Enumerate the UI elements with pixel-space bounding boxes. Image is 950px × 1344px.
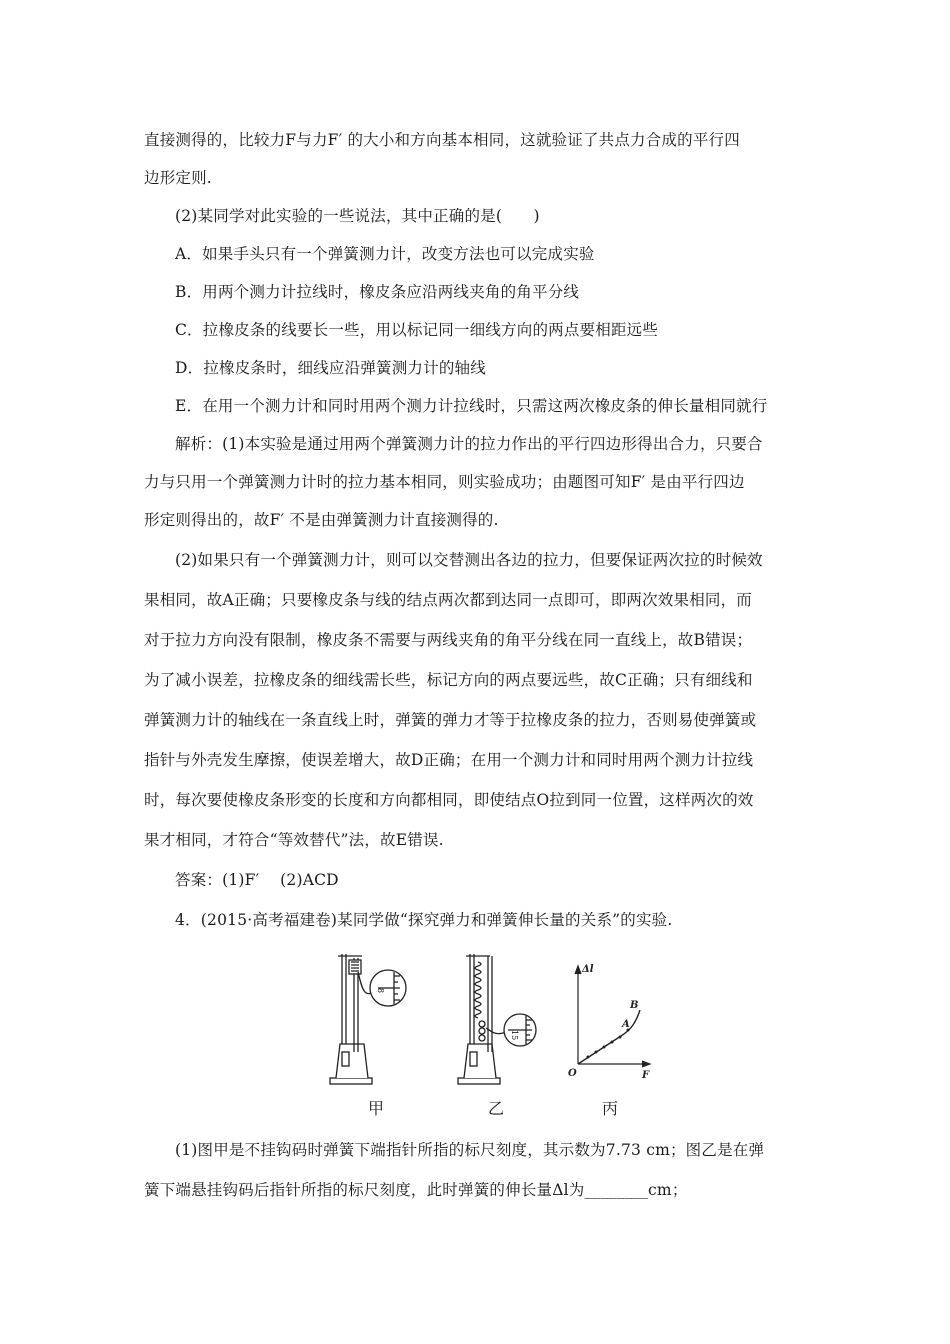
solution-line-7: 为了减小误差，拉橡皮条的细线需长些，标记方向的两点要远些，故C正确；只有细线和 xyxy=(144,671,753,689)
solution-line-4: (2)如果只有一个弹簧测力计，则可以交替测出各边的拉力，但要保证两次拉的时候效 xyxy=(175,551,763,569)
solution-line-5: 果相同，故A正确；只要橡皮条与线的结点两次都到达同一点即可，即两次效果相同，而 xyxy=(144,591,752,609)
figure-jia-scale-label: 8 xyxy=(376,988,385,994)
option-c: C．拉橡皮条的线要长一些，用以标记同一细线方向的两点要相距远些 xyxy=(175,321,659,339)
figure-bing-y-axis-label: Δl xyxy=(582,964,594,975)
solution-line-3: 形定则得出的，故F′ 不是由弹簧测力计直接测得的. xyxy=(144,511,499,529)
solution-line-9: 指针与外壳发生摩擦，使误差增大，故D正确；在用一个测力计和同时用两个测力计拉线 xyxy=(144,751,754,769)
question-4-part-1-line-2: 簧下端悬挂钩码后指针所指的标尺刻度，此时弹簧的伸长量Δl为________cm； xyxy=(144,1181,688,1199)
subquestion-2: (2)某同学对此实验的一些说法，其中正确的是( ) xyxy=(175,207,540,225)
figure-bing-graph xyxy=(566,952,666,1084)
option-b: B．用两个测力计拉线时，橡皮条应沿两线夹角的角平分线 xyxy=(175,283,580,301)
figure-jia-spring-apparatus xyxy=(318,948,430,1088)
option-d: D．拉橡皮条时，细线应沿弹簧测力计的轴线 xyxy=(175,359,486,377)
text-line-2: 边形定则. xyxy=(144,169,212,187)
option-e: E．在用一个测力计和同时用两个测力计拉线时，只需这两次橡皮条的伸长量相同就行 xyxy=(175,397,768,415)
figure-yi-spring-apparatus xyxy=(450,948,570,1088)
question-4-part-1-line-1: (1)图甲是不挂钩码时弹簧下端指针所指的标尺刻度，其示数为7.73 cm；图乙是在弹 xyxy=(175,1141,765,1159)
figure-bing-origin-label: O xyxy=(568,1068,577,1079)
solution-line-11: 果才相同，才符合“等效替代”法，故E错误. xyxy=(144,831,444,849)
solution-line-8: 弹簧测力计的轴线在一条直线上时，弹簧的弹力才等于拉橡皮条的拉力，否则易使弹簧或 xyxy=(144,711,757,729)
figure-bing-point-a-label: A xyxy=(622,1019,630,1030)
solution-line-6: 对于拉力方向没有限制，橡皮条不需要与两线夹角的角平分线在同一直线上，故B错误； xyxy=(144,631,753,649)
question-4-stem: 4．(2015·高考福建卷)某同学做“探究弹力和弹簧伸长量的关系”的实验. xyxy=(175,911,673,929)
figure-bing-point-b-label: B xyxy=(630,1000,639,1011)
solution-line-1: 解析：(1)本实验是通过用两个弹簧测力计的拉力作出的平行四边形得出合力，只要合 xyxy=(175,435,763,453)
figure-bing-x-axis-label: F xyxy=(642,1070,650,1081)
figure-yi-scale-label: 15 xyxy=(510,1030,519,1041)
text-line-1: 直接测得的，比较力F与力F′ 的大小和方向基本相同，这就验证了共点力合成的平行四 xyxy=(144,131,740,149)
solution-line-2: 力与只用一个弹簧测力计时的拉力基本相同，则实验成功；由题图可知F′ 是由平行四边 xyxy=(144,473,745,491)
figure-caption-yi: 乙 xyxy=(488,1099,505,1118)
answer-line: 答案：(1)F′ (2)ACD xyxy=(175,871,339,889)
solution-line-10: 时，每次要使橡皮条形变的长度和方向都相同，即使结点O拉到同一位置，这样两次的效 xyxy=(144,791,754,809)
option-a: A．如果手头只有一个弹簧测力计，改变方法也可以完成实验 xyxy=(175,245,595,263)
figure-caption-jia: 甲 xyxy=(368,1099,385,1118)
figure-caption-bing: 丙 xyxy=(602,1099,619,1118)
